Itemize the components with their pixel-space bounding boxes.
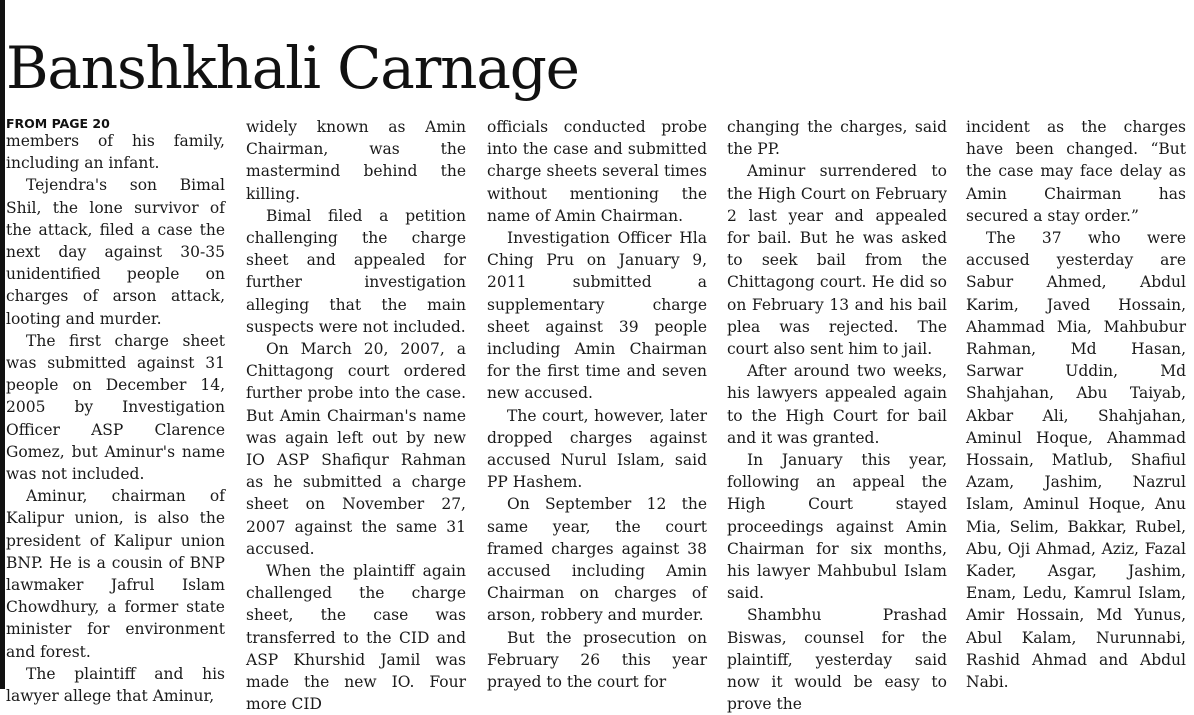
paragraph: members of his family, including an infant. (6, 132, 225, 173)
paragraph: In January this year, following an appeal the High Court stayed proceedings against Amin Chairman for six months, his lawyer Mahbubul Islam said. (727, 451, 947, 603)
paragraph: Tejendra's son Bimal Shil, the lone survivor of the attack, filed a case the next day against 30-35 unidentified people on charges of arson attack, looting and murder. (6, 176, 225, 328)
paragraph: officials conducted probe into the case and submitted charge sheets several times without mentioning the name of Amin Chairman. (487, 118, 707, 225)
paragraph: But the prosecution on February 26 this year prayed to the court for (487, 628, 707, 692)
left-column-rule (0, 0, 5, 689)
article-column-5 (966, 116, 1186, 693)
paragraph: Bimal filed a petition challenging the charge sheet and appealed for further investigation alleging that the main suspects were not included. (246, 206, 466, 336)
article-column-1 (6, 130, 225, 707)
paragraph: On March 20, 2007, a Chittagong court ordered further probe into the case. But Amin Chairman's name was again left out by new IO ASP Shafiqur Rahman as he submitted a charge sheet on November 27, 2007 against the same 31 accused. (246, 340, 466, 558)
article-column-2 (246, 116, 466, 715)
article-column-4 (727, 116, 947, 715)
article-column-3 (487, 116, 707, 693)
paragraph: widely known as Amin Chairman, was the mastermind behind the killing. (246, 118, 466, 203)
paragraph: The first charge sheet was submitted against 31 people on December 14, 2005 by Investigation Officer ASP Clarence Gomez, but Aminur's name was not included. (6, 331, 225, 484)
paragraph: Shambhu Prashad Biswas, counsel for the plaintiff, yesterday said now it would be easy to prove the (727, 606, 947, 714)
paragraph: The plaintiff and his lawyer allege that Aminur, (6, 664, 225, 706)
paragraph: When the plaintiff again challenged the charge sheet, the case was transferred to the CID and ASP Khurshid Jamil was made the new IO. Four more CID (246, 562, 466, 714)
paragraph: Aminur surrendered to the High Court on February 2 last year and appealed for bail. But he was asked to seek bail from the Chittagong court. He did so on February 13 and his bail plea was rejected. The court also sent him to jail. (727, 162, 947, 359)
jump-line: FROM PAGE 20 (6, 116, 110, 131)
paragraph: Aminur, chairman of Kalipur union, is also the president of Kalipur union BNP. He is a cousin of BNP lawmaker Jafrul Islam Chowdhury, a former state minister for environment and forest. (6, 487, 225, 661)
paragraph: changing the charges, said the PP. (727, 118, 947, 159)
paragraph: incident as the charges have been changed. “But the case may face delay as Amin Chairman has secured a stay order.” (966, 118, 1186, 225)
paragraph: After around two weeks, his lawyers appealed again to the High Court for bail and it was granted. (727, 362, 947, 447)
headline: Banshkhali Carnage (6, 34, 579, 102)
paragraph: The court, however, later dropped charges against accused Nurul Islam, said PP Hashem. (487, 406, 707, 492)
paragraph: On September 12 the same year, the court framed charges against 38 accused including Amin Chairman on charges of arson, robbery and murder. (487, 495, 707, 625)
paragraph: Investigation Officer Hla Ching Pru on January 9, 2011 submitted a supplementary charge sheet against 39 people including Amin Chairman for the first time and seven new accused. (487, 229, 707, 403)
paragraph: The 37 who were accused yesterday are Sabur Ahmed, Abdul Karim, Javed Hossain, Ahammad Mia, Mahbubur Rahman, Md Hasan, Sarwar Uddin, Md Shahjahan, Abu Taiyab, Akbar Ali, Shahjahan, Aminul Hoque, Ahammad Hossain, Matlub, Shafiul Azam, Jashim, Nazrul Islam, Aminul Hoque, Anu Mia, Selim, Bakkar, Rubel, Abu, Oji Ahmad, Aziz, Fazal Kader, Asgar, Jashim, Enam, Ledu, Kamrul Islam, Amir Hossain, Md Yunus, Abul Kalam, Nurunnabi, Rashid Ahmad and Abdul Nabi. (966, 229, 1186, 692)
